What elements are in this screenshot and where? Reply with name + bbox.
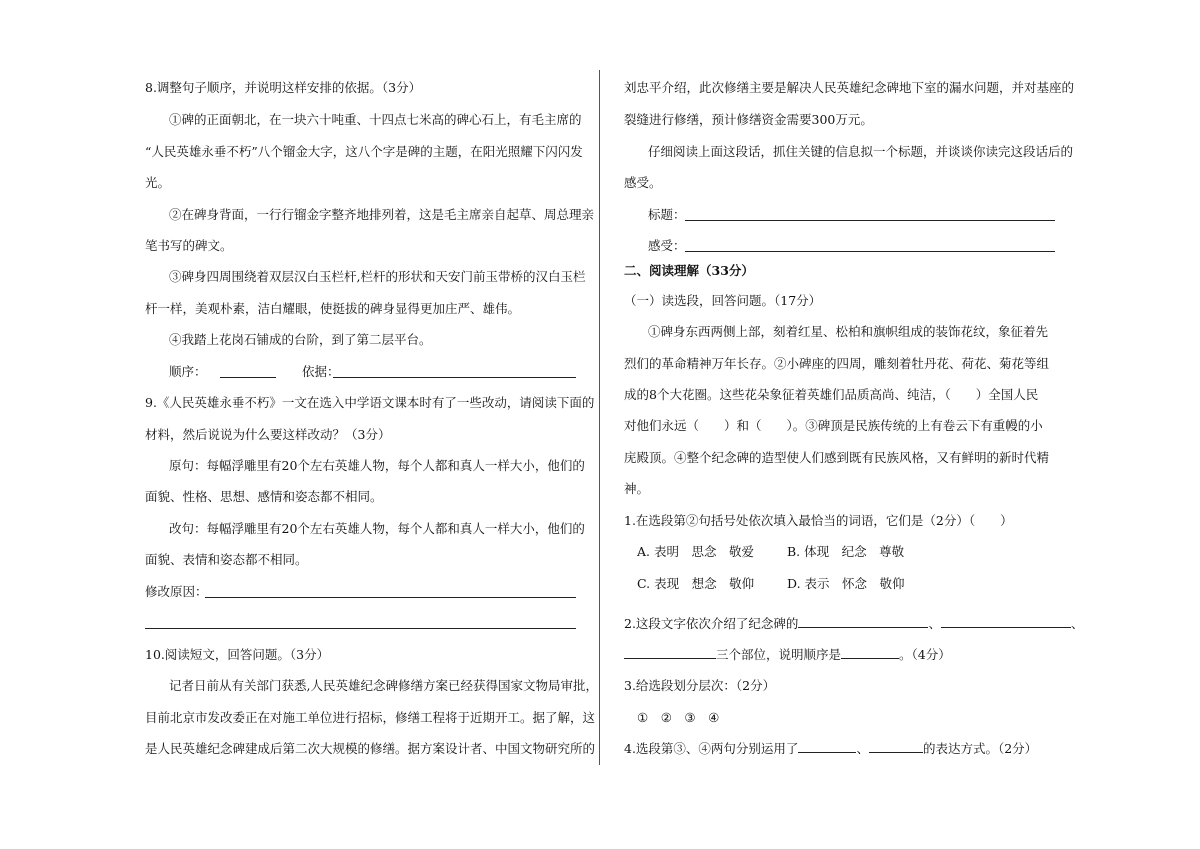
q8-sentence-3a: ③碑身四周围绕着双层汉白玉栏杆,栏杆的形状和天安门前玉带桥的汉白玉栏 (169, 269, 586, 284)
q9-revised-a: 改句：每幅浮雕里有20个左右英雄人物，每个人都和真人一样大小，他们的 (169, 521, 585, 536)
q10-feeling-answer-line[interactable] (685, 251, 1055, 252)
q10-task-a: 仔细阅读上面这段话，抓住关键的信息拟一个标题，并谈谈你读完这段话后的 (648, 144, 1074, 159)
question-3-sentence-numbers: ① ② ③ ④ (637, 710, 720, 725)
question-4-blank-2[interactable] (869, 740, 923, 753)
question-2-separator: 、 (928, 616, 941, 631)
q8-title: 8.调整句子顺序，并说明这样安排的依据。（3分） (145, 80, 422, 95)
column-divider (599, 70, 600, 765)
q10-title: 10.阅读短文，回答问题。（3分） (145, 647, 330, 662)
section2-passage-c: 成的8个大花圈。这些花朵象征着英雄们品质高尚、纯洁，（ ）全国人民 (624, 387, 1039, 402)
q8-sentence-1a: ①碑的正面朝北，在一块六十吨重、十四点七米高的碑心石上，有毛主席的 (169, 112, 582, 127)
question-1-option-b[interactable]: B. 体现 纪念 尊敬 (787, 544, 905, 559)
section2-passage-a: ①碑身东西两侧上部，刻着红星、松柏和旗帜组成的装饰花纹，象征着先 (648, 324, 1049, 339)
question-2-line-2 (624, 646, 951, 664)
q10-title-answer-line[interactable] (685, 220, 1055, 221)
q9-title-a: 9.《人民英雄永垂不朽》一文在选入中学语文课本时有了一些改动，请阅读下面的 (145, 395, 595, 410)
q8-sentence-1c: 光。 (145, 175, 171, 190)
q8-basis-label: 依据： (302, 364, 340, 379)
section2-sub1: （一）读选段，回答问题。（17分） (624, 293, 822, 308)
q10-passage-d: 刘忠平介绍，此次修缮主要是解决人民英雄纪念碑地下室的漏水问题，并对基座的 (624, 80, 1075, 95)
q8-sentence-2a: ②在碑身背面，一行行镏金字整齐地排列着，这是毛主席亲自起草、周总理亲 (169, 207, 595, 222)
question-4 (624, 740, 1037, 758)
question-2-blank-3[interactable] (624, 646, 716, 659)
question-2-blank-1[interactable] (798, 615, 928, 628)
question-1: 1.在选段第②句括号处依次填入最恰当的词语，它们是（2分）（ ） (624, 513, 1013, 528)
question-2-line-1 (624, 615, 1083, 633)
q9-original-b: 面貌、性格、思想、感情和姿态都不相同。 (145, 489, 383, 504)
q8-sentence-4: ④我踏上花岗石铺成的台阶，到了第二层平台。 (169, 332, 432, 347)
q9-original-a: 原句：每幅浮雕里有20个左右英雄人物，每个人都和真人一样大小，他们的 (169, 458, 585, 473)
q9-revised-b: 面貌、表情和姿态都不相同。 (145, 552, 308, 567)
q8-sentence-2b: 笔书写的碑文。 (145, 238, 233, 253)
q10-passage-a: 记者日前从有关部门获悉,人民英雄纪念碑修缮方案已经获得国家文物局审批， (169, 678, 598, 693)
question-1-option-a[interactable]: A. 表明 思念 敬爱 (637, 544, 754, 559)
question-2-blank-2[interactable] (941, 615, 1071, 628)
q8-order-label: 顺序： (169, 364, 207, 379)
q8-sentence-1b: “人民英雄永垂不朽”八个镏金大字，这八个字是碑的主题，在阳光照耀下闪闪发 (145, 144, 583, 159)
q9-reason-label: 修改原因： (145, 584, 208, 599)
q8-basis-answer-line[interactable] (333, 377, 576, 378)
q9-title-b: 材料，然后说说为什么要这样改动？（3分） (145, 427, 391, 442)
section2-passage-d: 对他们永远（ ）和（ ）。③碑顶是民族传统的上有卷云下有重幔的小 (624, 418, 1043, 433)
question-1-option-d[interactable]: D. 表示 怀念 敬仰 (787, 576, 905, 591)
question-2-order-blank[interactable] (841, 646, 899, 659)
section2-passage-f: 神。 (624, 481, 650, 496)
q9-reason-answer-line-2[interactable] (145, 628, 576, 629)
q10-passage-c: 是人民英雄纪念碑建成后第二次大规模的修缮。据方案设计者、中国文物研究所的 (145, 741, 596, 756)
q10-task-b: 感受。 (624, 175, 662, 190)
section2-passage-e: 庑殿顶。④整个纪念碑的造型使人们感到既有民族风格，又有鲜明的新时代精 (624, 450, 1050, 465)
q9-reason-answer-line-1[interactable] (205, 597, 576, 598)
q10-passage-b: 目前北京市发改委正在对施工单位进行招标，修缮工程将于近期开工。据了解，这 (145, 710, 596, 725)
section2-passage-b: 烈们的革命精神万年长存。②小碑座的四周，雕刻着牡丹花、荷花、菊花等组 (624, 356, 1050, 371)
question-4-suffix: 的表达方式。（2分） (922, 741, 1038, 756)
question-4-blank-1[interactable] (798, 740, 856, 753)
question-4-prefix: 4.选段第③、④两句分别运用了 (624, 741, 799, 756)
question-2-middle: 三个部位，说明顺序是 (716, 647, 842, 662)
question-4-separator: 、 (856, 741, 869, 756)
q10-title-label: 标题： (648, 207, 686, 222)
q8-order-answer-line[interactable] (220, 377, 276, 378)
question-2-separator-2: 、 (1070, 616, 1084, 631)
question-2-prefix: 2.这段文字依次介绍了纪念碑的 (624, 616, 799, 631)
question-2-suffix: 。（4分） (899, 647, 951, 662)
q10-passage-e: 裂缝进行修缮，预计修缮资金需要300万元。 (624, 112, 873, 127)
q8-sentence-3b: 杆一样，美观朴素，洁白耀眼，使挺拔的碑身显得更加庄严、雄伟。 (145, 301, 521, 316)
section2-heading: 二、阅读理解（33分） (624, 263, 754, 278)
question-1-option-c[interactable]: C. 表现 想念 敬仰 (637, 576, 755, 591)
q10-feeling-label: 感受： (648, 238, 686, 253)
question-3: 3.给选段划分层次：（2分） (624, 678, 776, 693)
